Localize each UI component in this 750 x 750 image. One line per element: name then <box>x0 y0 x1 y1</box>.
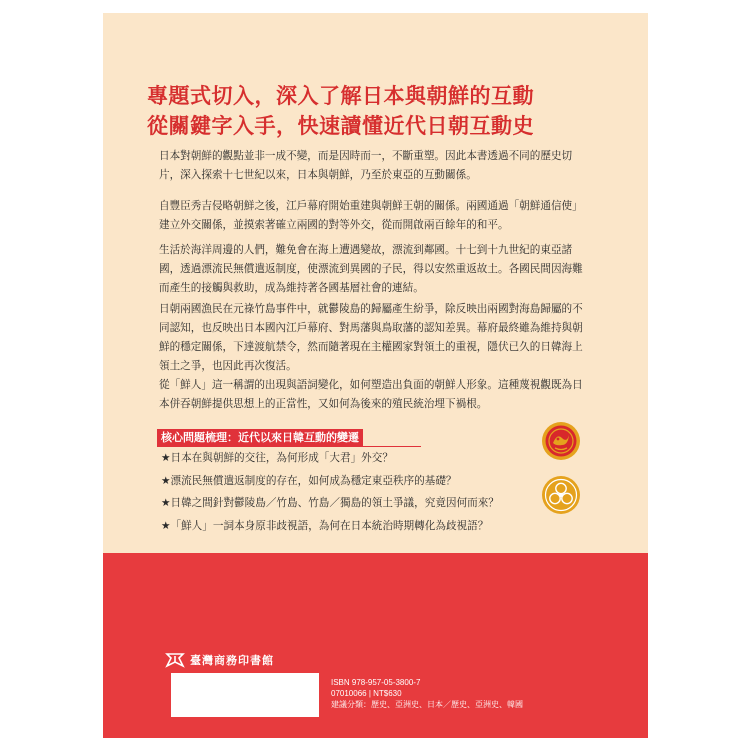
japanese-crest-icon <box>541 475 581 515</box>
headline-2: 從關鍵字入手，快速讀懂近代日朝互動史 <box>147 113 534 138</box>
cover-top-panel <box>103 13 648 553</box>
korean-royal-seal-icon <box>541 421 581 461</box>
publisher-logo-icon <box>165 651 185 669</box>
barcode-area <box>171 673 319 717</box>
book-info <box>331 677 523 710</box>
paragraph-2: 自豐臣秀吉侵略朝鮮之後，江戶幕府開始重建與朝鮮王朝的關係。兩國通過「朝鮮通信使」建立外交關係，並摸索著確立兩國的對等外交，從而開啟兩百餘年的和平。 <box>159 200 583 231</box>
paragraph-5: 從「鮮人」這一稱謂的出現與語詞變化，如何塑造出負面的朝鮮人形象。這種蔑視觀既為日本併吞朝鮮提供思想上的正當性，又如何為後來的殖民統治埋下禍根。 <box>159 379 583 410</box>
book-back-cover <box>103 13 648 738</box>
paragraph-3: 生活於海洋周邊的人們，難免會在海上遭遇變故，漂流到鄰國。十七到十九世紀的東亞諸國，透過漂流民無償遣返制度，使漂流到異國的子民，得以安然重返故土。各國民間因海難而產生的接觸與救助，成為維持著各國基層社會的連結。 <box>159 244 583 294</box>
headline-1: 專題式切入，深入了解日本與朝鮮的互動 <box>147 83 534 108</box>
issue-item-4: ★「鮮人」一詞本身原非歧視語，為何在日本統治時期轉化為歧視語？ <box>161 520 489 532</box>
issue-item-2: ★漂流民無償遣返制度的存在，如何成為穩定東亞秩序的基礎？ <box>161 475 457 487</box>
publisher <box>165 649 274 671</box>
issue-item-1: ★日本在與朝鮮的交往，為何形成「大君」外交？ <box>161 452 393 464</box>
paragraph-4: 日朝兩國漁民在元祿竹島事件中，就鬱陵島的歸屬產生紛爭，除反映出兩國對海島歸屬的不同認知，也反映出日本國內江戶幕府、對馬藩與鳥取藩的認知差異。幕府最終雖為維持與朝鮮的穩定關係，下達渡航禁令，然而隨著現在主權國家對領土的重視，隱伏已久的日韓海上領土之爭，也因此再次復活。 <box>159 303 583 372</box>
paragraph-1: 日本對朝鮮的觀點並非一成不變，而是因時而一，不斷重塑。因此本書透過不同的歷史切片，深入探索十七世紀以來，日本與朝鮮，乃至於東亞的互動關係。 <box>159 150 573 181</box>
isbn-text: ISBN 978-957-05-3800-7 <box>331 678 421 687</box>
core-issues-title: 核心問題梳理：近代以來日韓互動的變遷 <box>157 429 363 447</box>
code-price-text: 07010066 | NT$630 <box>331 689 402 698</box>
issue-item-3: ★日韓之間針對鬱陵島／竹島、竹島／獨島的領土爭議，究竟因何而來？ <box>161 497 499 509</box>
category-text: 建議分類：歷史、亞洲史、日本／歷史、亞洲史、韓國 <box>331 700 523 709</box>
core-issues-divider <box>163 446 421 447</box>
publisher-name: 臺灣商務印書館 <box>190 654 274 667</box>
